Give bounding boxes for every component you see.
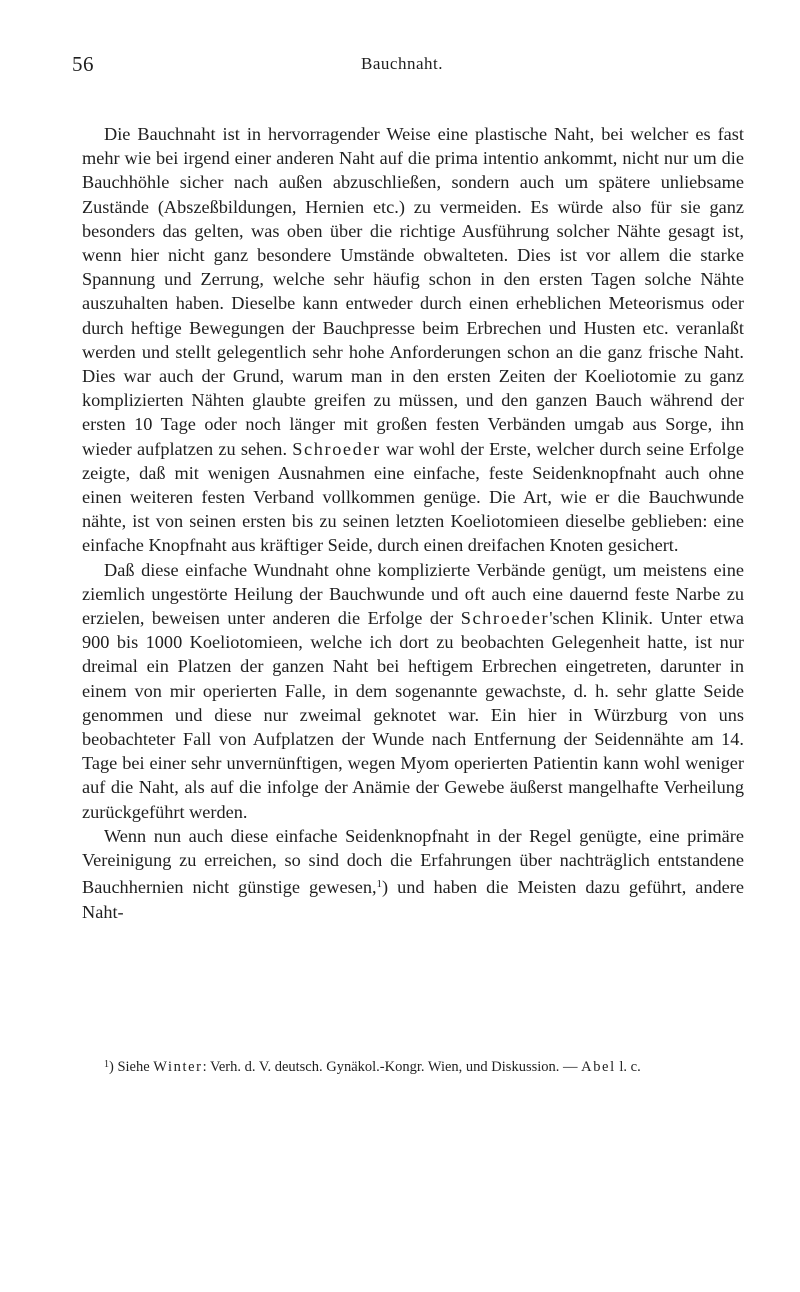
paragraph-3-text: Wenn nun auch diese einfache Seidenknopfnaht in der Regel genügte, eine primäre Vereinigung zu erreichen, so sind doch die Erfahrungen über nachträglich entstandene Bauchhernien nicht günstige gewesen, — [82, 825, 744, 898]
paragraph-3-tail: ) und haben die Meisten dazu geführt, andere Naht- — [82, 877, 744, 922]
paragraph-2 — [82, 558, 744, 824]
footnote-marker: 1 — [104, 1059, 109, 1070]
author-name-schroeder: Schroeder — [460, 608, 550, 629]
paragraph-3 — [82, 824, 744, 924]
running-head: Bauchnaht. — [361, 54, 443, 73]
paragraph-1-text: Die Bauchnaht ist in hervorragender Weise eine plastische Naht, bei welcher es fast mehr wie bei irgend einer anderen Naht auf die prima intentio ankommt, nicht nur um die Bauchhöhle sicher nach außen abzuschließen, sondern auch um spätere unliebsame Zustände (Abszeßbildungen, Hernien etc.) zu vermeiden. Es würde also für sie ganz besonders das gelten, was oben über die richtige Ausführung solcher Nähte gesagt ist, wenn hier nicht ganz besondere Umstände obwalteten. Dies ist vor allem die starke Spannung und Zerrung, welche sehr häufig schon in den ersten Tagen solche Nähte auszuhalten haben. Dieselbe kann entweder durch einen erheblichen Meteorismus oder durch heftige Bewegungen der Bauchpresse beim Erbrechen und Husten etc. veranlaßt werden und stellt gelegentlich sehr hohe Anforderungen schon an die ganz frische Naht. Dies war auch der Grund, warum man in den ersten Zeiten der Koeliotomie zu ganz komplizierten Nähten glaubte greifen zu müssen, und den ganzen Bauch während der ersten 10 Tage oder noch länger mit großen festen Verbänden umgab aus Sorge, ihn wieder aufplatzen zu sehen. — [82, 124, 744, 459]
paragraph-1 — [82, 122, 744, 558]
page-header — [72, 52, 732, 84]
author-name-abel: Abel — [581, 1059, 616, 1075]
footnotes — [82, 1054, 744, 1078]
paragraph-1-tail: war wohl der Erste, welcher durch seine Erfolge zeigte, daß mit wenigen Ausnahmen eine einfache, feste Seidenknopfnaht auch ohne einen weiteren festen Verband vollkommen genüge. Die Art, wie er die Bauchwunde nähte, ist von seinen ersten bis zu seinen letzten Koeliotomieen dieselbe geblieben: eine einfache Knopfnaht aus kräftiger Seide, durch einen dreifachen Knoten gesichert. — [82, 438, 745, 556]
footnote-tail: l. c. — [619, 1059, 641, 1075]
page-number: 56 — [72, 52, 94, 76]
author-name-schroeder: Schroeder — [292, 438, 381, 459]
footnote-reference: 1 — [376, 878, 383, 891]
author-name-winter: Winter — [153, 1059, 203, 1075]
body-text — [82, 122, 744, 924]
paragraph-2-text: Daß diese einfache Wundnaht ohne komplizierte Verbände genügt, um meistens eine ziemlich ungestörte Heilung der Bauchwunde und oft auch eine dauernd feste Narbe zu erzielen, beweisen unter anderen die Erfolge der — [82, 559, 744, 629]
paragraph-2-tail: 'schen Klinik. Unter etwa 900 bis 1000 Koeliotomieen, welche ich dort zu beobachten Gelegenheit hatte, ist nur dreimal ein Platzen der ganzen Naht bei heftigem Erbrechen eingetreten, darunter in einem von mir operierten Falle, in dem sogenannte gewachste, d. h. sehr glatte Seide genommen und diese nur zweimal geknotet war. Ein hier in Würzburg von uns beobachteter Fall von Aufplatzen der Wunde nach Entfernung der Seidennähte am 14. Tage bei einer sehr unvernünftigen, wegen Myom operierten Patientin kann wohl weniger auf die Naht, als auf die infolge der Anämie der Gewebe äußerst mangelhafte Verheilung zurückgeführt werden. — [82, 608, 744, 822]
footnote-citation: : Verh. d. V. deutsch. Gynäkol.-Kongr. Wien, und Diskussion. — — [202, 1059, 578, 1075]
footnote-1 — [82, 1054, 744, 1078]
footnote-open: ) Siehe — [109, 1059, 150, 1075]
